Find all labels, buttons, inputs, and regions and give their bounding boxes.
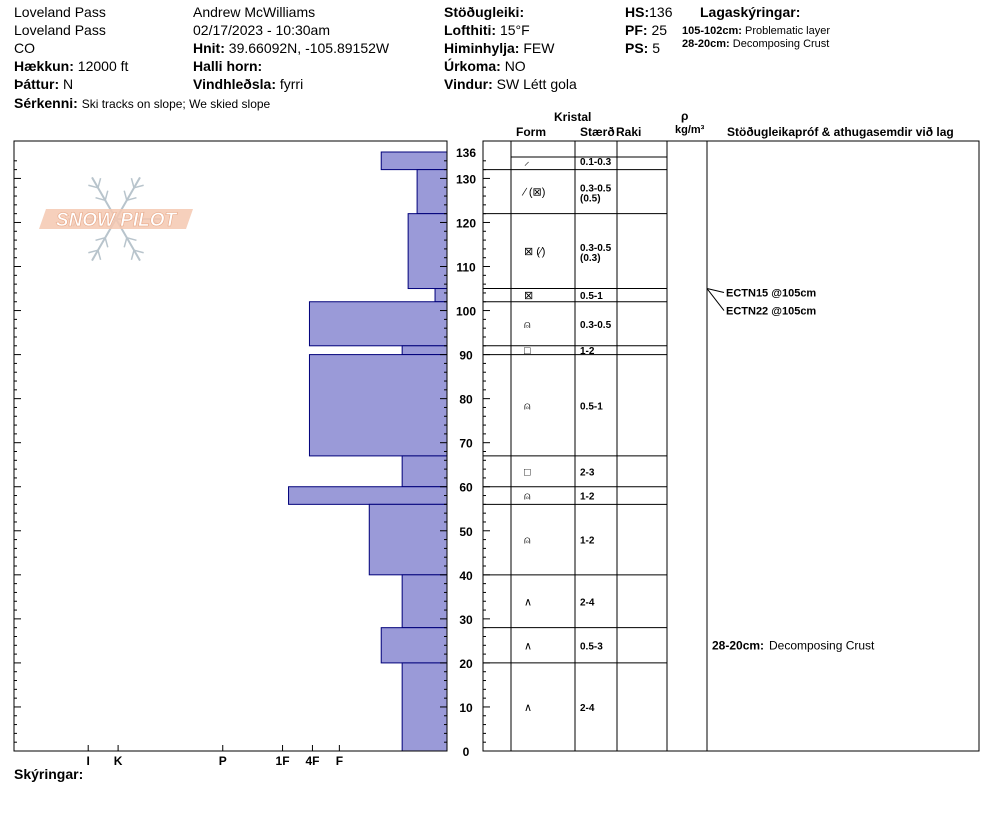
depth-tick-label: 0 <box>462 745 470 759</box>
hardness-tick-label: P <box>218 754 227 768</box>
crystal-size: 0.3-0.5 <box>580 319 612 331</box>
wind-loading-label: Vindhleðsla: <box>193 76 276 92</box>
crystal-size: 2-4 <box>580 597 595 609</box>
precip-value: NO <box>504 58 526 74</box>
wind-loading-value: fyrri <box>279 76 304 92</box>
hardness-bar <box>381 628 447 663</box>
depth-tick-label: 70 <box>459 436 473 451</box>
density-unit-header: kg/m³ <box>675 124 705 136</box>
air-temp-label: Lofthiti: <box>444 22 497 38</box>
depth-tick-label: 80 <box>459 392 473 407</box>
size-header: Stærð <box>580 125 615 139</box>
depth-tick-label: 40 <box>459 568 473 583</box>
depth-tick-label: 130 <box>455 172 477 187</box>
location-state: CO <box>14 40 35 56</box>
crystal-size: 0.5-1 <box>580 291 603 303</box>
snowflake-branch <box>105 238 108 248</box>
crystal-size-secondary: (0.3) <box>580 253 601 265</box>
slope-label: Halli horn: <box>193 58 263 74</box>
hardness-bar <box>309 302 447 346</box>
snowflake-branch <box>124 238 127 248</box>
logo-text: SNOW PILOT <box>55 210 177 231</box>
coords-value: 39.66092N, -105.89152W <box>228 40 390 56</box>
pf-label: PF: <box>625 22 648 38</box>
hardness-bar <box>369 504 447 574</box>
location-name: Loveland Pass <box>14 4 106 20</box>
hardness-bar <box>402 575 447 628</box>
crystal-form: ⍝ <box>524 400 531 413</box>
rho-header: ρ <box>681 109 689 123</box>
form-header: Form <box>516 125 546 139</box>
stability-test: ECTN15 @105cm <box>726 287 817 300</box>
crystal-size: 1-2 <box>580 491 595 503</box>
hardness-tick-label: F <box>335 754 344 768</box>
sky-label: Himinhylja: <box>444 40 520 56</box>
hardness-bar <box>381 152 447 170</box>
snowflake-branch <box>105 191 108 201</box>
hardness-bar <box>435 289 447 302</box>
hardness-bar <box>408 214 447 289</box>
snowflake-branch <box>98 178 101 188</box>
depth-tick-label: 20 <box>459 656 473 671</box>
hardness-bars <box>289 152 447 751</box>
legend-title: Lagaskýringar: <box>700 4 801 20</box>
depth-tick-label: 10 <box>459 700 473 715</box>
moisture-header: Raki <box>616 125 642 139</box>
snowflake-branch <box>98 250 101 260</box>
hardness-tick-label: K <box>113 754 123 768</box>
hardness-axis <box>87 745 344 768</box>
hs-label: HS: <box>625 4 650 20</box>
wind-label: Vindur: <box>444 76 493 92</box>
observation-datetime: 02/17/2023 - 10:30am <box>193 22 330 38</box>
snowpilot-logo <box>39 177 193 260</box>
notes-label: Skýringar: <box>14 766 84 782</box>
depth-tick-label: 100 <box>455 304 477 319</box>
air-temp-value: 15°F <box>499 22 530 38</box>
sky-value: FEW <box>523 40 555 56</box>
hardness-bar <box>289 487 447 505</box>
depth-tick-label: 110 <box>456 260 476 275</box>
crystal-size: 0.5-3 <box>580 641 603 653</box>
legend-range: 105-102cm: <box>682 25 742 37</box>
precip-label: Úrkoma: <box>444 58 501 74</box>
depth-tick-label: 136 <box>455 146 477 160</box>
chart-frames <box>14 141 979 751</box>
elevation-label: Hækkun: <box>14 58 74 74</box>
crystal-size: 1-2 <box>580 346 595 358</box>
crystal-size: 2-4 <box>580 702 595 714</box>
layer-comment-text: Decomposing Crust <box>769 638 875 653</box>
crystal-size: 0.1-0.3 <box>580 156 612 168</box>
tests-header: Stöðugleikapróf & athugasemdir við lag <box>727 125 954 139</box>
crystal-form: ∧ <box>524 701 533 714</box>
crystal-form: ⊠ (∕) <box>524 246 546 259</box>
location-area: Loveland Pass <box>14 22 106 38</box>
ps-value: 5 <box>652 40 661 56</box>
crystal-form: ⊠ <box>524 290 534 303</box>
ps-label: PS: <box>625 40 649 56</box>
hs-value: 136 <box>649 4 673 20</box>
test-annotations <box>707 288 875 653</box>
crystal-form: ∧ <box>524 596 533 609</box>
legend-range: 28-20cm: <box>682 38 730 50</box>
table-frame <box>483 141 979 751</box>
wind-value: SW Létt gola <box>496 76 577 92</box>
crystal-form: ⍝ <box>524 534 531 547</box>
crystal-form: ⍝ <box>524 490 531 503</box>
snowflake-branch <box>124 191 127 201</box>
hardness-tick-label: 1F <box>275 754 290 768</box>
pf-value: 25 <box>651 22 668 38</box>
elevation-value: 12000 ft <box>77 58 129 74</box>
crystal-form: ⍝ <box>524 318 531 331</box>
crystal-size: 2-3 <box>580 467 595 479</box>
depth-tick-label: 30 <box>459 612 473 627</box>
crystal-form: ∕ (⊠) <box>524 186 546 199</box>
crystal-form: ∧ <box>524 640 533 653</box>
hardness-bar <box>402 346 447 355</box>
features-label: Sérkenni: <box>14 95 78 111</box>
depth-tick-label: 120 <box>455 216 477 231</box>
crystal-form: □ <box>524 466 531 479</box>
hardness-bar <box>402 456 447 487</box>
hardness-bar <box>417 170 447 214</box>
kristal-header: Kristal <box>554 110 592 124</box>
crystal-size: 1-2 <box>580 535 595 547</box>
coords-label: Hnit: <box>193 40 225 56</box>
aspect-label: Þáttur: <box>14 76 60 92</box>
aspect-value: N <box>63 76 74 92</box>
layer-comment-range: 28-20cm: <box>712 638 765 653</box>
crystal-size: 0.3-0.5 <box>580 243 612 255</box>
stability-test: ECTN22 @105cm <box>726 305 817 318</box>
crystal-size: 0.5-1 <box>580 401 603 413</box>
hardness-tick-label: 4F <box>305 754 320 768</box>
legend-text: Decomposing Crust <box>732 38 830 50</box>
hardness-bar <box>309 355 447 456</box>
depth-tick-label: 90 <box>459 348 473 363</box>
depth-tick-label: 50 <box>459 524 473 539</box>
features-value: Ski tracks on slope; We skied slope <box>81 97 271 111</box>
snowflake-branch <box>131 178 134 188</box>
snowflake-branch <box>131 250 134 260</box>
crystal-form: ⸝ <box>524 155 530 168</box>
depth-tick-label: 60 <box>459 480 473 495</box>
hardness-tick-label: I <box>86 754 90 768</box>
crystal-size: 0.3-0.5 <box>580 183 612 195</box>
crystal-form: □ <box>524 345 531 358</box>
observer-name: Andrew McWilliams <box>193 4 316 20</box>
legend-text: Problematic layer <box>745 25 830 37</box>
stability-label: Stöðugleiki: <box>444 4 525 20</box>
crystal-size-secondary: (0.5) <box>580 193 601 205</box>
